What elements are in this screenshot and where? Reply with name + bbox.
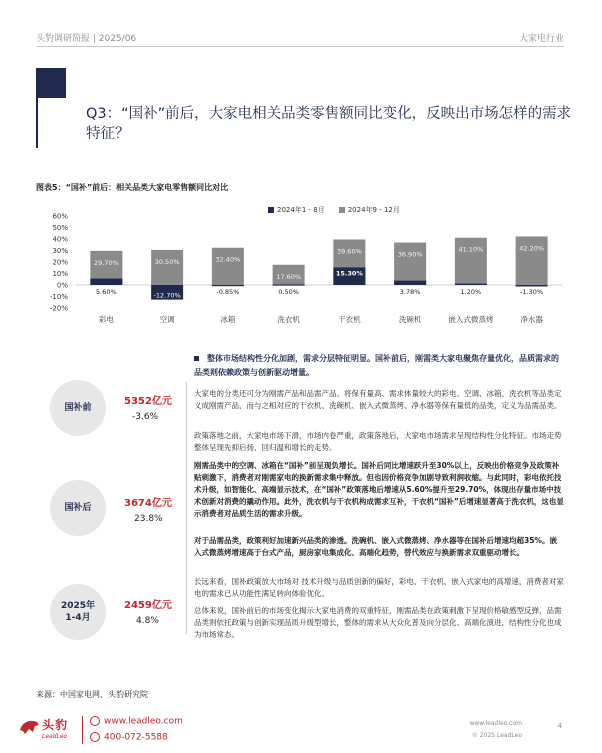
stat-value-3: 2459亿元: [124, 600, 172, 611]
footer-brand-en: LeadLeo: [42, 733, 68, 740]
data-label-series1: 0.50%: [278, 288, 299, 296]
stat-value-1: 5352亿元: [124, 396, 172, 407]
y-tick-label: -20%: [49, 304, 68, 313]
stat-pct-3: 4.8%: [136, 616, 159, 626]
paragraph-5: 长远来看，国补政策放大市场对 技术升级与品质创新的偏好，彩电、干衣机、嵌入式家电的高增速，消费者对家电的需求已从功能性满足转向体验优化。: [194, 577, 564, 598]
data-label-series2: 42.20%: [519, 244, 545, 253]
stat-circle-1: 国补前: [50, 380, 106, 436]
footer-phone: 400-072-5588: [104, 732, 168, 743]
globe-icon: [90, 716, 100, 726]
data-label-series2: 32.40%: [215, 255, 241, 264]
paragraph-2: 政策落地之前，大家电市场下滑，市场内卷严重，政策落地后，大家电市场需求呈现结构性分化特征。市场走势整体呈现先抑后扬、回归温和增长的走势。: [194, 431, 562, 452]
data-label-series1: 1.20%: [460, 288, 482, 296]
summary: [194, 352, 562, 380]
bar-series1: [90, 279, 122, 285]
data-label-series2: 29.70%: [93, 258, 119, 267]
header-left: 头豹调研简报 | 2025/06: [36, 34, 137, 44]
footer-small-web: www.leadleo.com: [469, 720, 522, 727]
data-label-series1: 3.78%: [399, 288, 421, 296]
figure-title: 图表5：“国补”前后：相关品类大家电零售额同比对比: [36, 183, 229, 192]
y-tick-label: 50%: [52, 224, 68, 232]
stat-circle-2: 国补后: [50, 480, 106, 536]
footer-brand: 头豹: [42, 718, 69, 732]
footer-logo: [18, 714, 88, 744]
y-tick-label: 60%: [52, 212, 68, 221]
y-tick-label: 30%: [52, 247, 68, 255]
summary-text: 整体市场结构性分化加剧，需求分层特征明显。国补前后，刚需类大家电聚焦存量优化，品质需求的品类则依赖政策与创新驱动增量。: [194, 354, 559, 377]
phone-icon: [90, 732, 100, 742]
bar-series1: [394, 281, 426, 285]
stat-value-2: 3674亿元: [124, 498, 172, 509]
bar-series1: [516, 285, 548, 286]
x-category-label: 净水器: [520, 315, 543, 324]
stat-pct-1: -3.6%: [132, 412, 159, 422]
leopard-logo-icon: [18, 716, 40, 738]
x-category-label: 嵌入式微蒸烤: [448, 315, 494, 324]
bar-series1: [273, 284, 305, 285]
y-tick-label: -10%: [49, 293, 68, 301]
y-tick-label: 0%: [56, 281, 68, 290]
x-category-label: 干衣机: [338, 315, 361, 324]
bar-chart: [36, 198, 566, 328]
header-right: 大家电行业: [518, 34, 564, 44]
x-category-label: 洗衣机: [277, 315, 300, 324]
side-divider: [186, 382, 187, 634]
bar-series1: [455, 284, 487, 285]
x-category-label: 空调: [159, 315, 175, 324]
bar-series2: [212, 248, 244, 285]
bar-series1: [212, 285, 244, 286]
data-label-series2: 36.90%: [397, 250, 423, 259]
data-label-series2: 39.60%: [336, 247, 362, 256]
y-tick-label: 20%: [52, 258, 68, 267]
footer-copyright: © 2025 LeadLeo: [471, 732, 522, 739]
page-number: 4: [557, 722, 562, 730]
accent-block: [36, 68, 66, 98]
header-divider: [36, 46, 564, 47]
paragraph-1: 大家电的分类还可分为刚需产品和品需产品。将保有量高、需求体量较大的彩电、空调、冰箱、洗衣机等品类定义成刚需产品，而与之相对应的干衣机、洗碗机、嵌入式微蒸烤、净水器等保有量低的品类，定义为品需品类。: [194, 389, 562, 410]
data-label-series2: 41.10%: [458, 245, 484, 254]
data-label-series1: 15.30%: [335, 269, 363, 278]
x-category-label: 冰箱: [220, 315, 236, 324]
bar-series2: [151, 250, 183, 285]
data-label-series1: -12.70%: [153, 291, 181, 300]
footer-website-row: [90, 716, 183, 727]
paragraph-3: 刚需品类中的空调、冰箱在“国补”前呈现负增长。国补后同比增速跃升至30%以上，反映出价格竞争及政策补贴刺激下，消费者对刚需家电的换新需求集中释放。但也因价格竞争加剧导致利润收缩。与此同时，彩电依托技术升级，如智能化、高端显示技术，在“国补”政策落地后增速从5.60%提升至29.70%，体现出存量市场中技术创新对消费的撬动作用。此外，洗衣机与干衣机构成需求互补，干衣机“国补”后增速显著高于洗衣机，这也显示消费者对品质生活的需求升级。: [194, 461, 564, 518]
stat-circle-3-label: 2025年 1-4月: [60, 601, 96, 623]
stat-circle-3: [50, 584, 106, 640]
y-tick-label: 40%: [52, 235, 68, 244]
data-label-series1: 5.60%: [96, 288, 117, 296]
paragraph-6: 总体来说，国补前后的市场变化揭示大家电消费的双重特征，刚需品类在政策刺激下呈现价格敏感型反弹，品需品类则依托政策与创新实现品质升级型增长，整体的需求从大众化普及向分层化、高端化演进，结构性分化也成为市场常态。: [194, 606, 562, 639]
paragraph-4: 对于品需品类，政策利好加速新兴品类的渗透。洗碗机、嵌入式微蒸烤、净水器等在国补后增速均超35%。嵌入式微蒸烤增速高于台式产品，厨房家电集成化、高端化趋势，替代效应与换新需求双重驱动增长。: [194, 536, 557, 557]
summary-bullet-icon: [194, 356, 199, 361]
bar-series2: [394, 243, 426, 285]
source-note: 来源：中国家电网、头豹研究院: [36, 690, 148, 699]
data-label-series2: 30.50%: [154, 257, 180, 266]
data-label-series1: -0.85%: [216, 288, 240, 296]
footer-divider: [82, 716, 83, 744]
data-label-series1: -1.30%: [520, 288, 544, 296]
x-category-label: 彩电: [98, 315, 114, 324]
data-label-series2: 17.60%: [276, 272, 302, 281]
question-title: Q3：“国补”前后，大家电相关品类零售额同比变化，反映出市场怎样的需求特征？: [86, 106, 572, 142]
footer-website[interactable]: www.leadleo.com: [104, 716, 183, 727]
y-tick-label: 10%: [52, 270, 68, 278]
stat-pct-2: 23.8%: [134, 514, 163, 524]
legend-label-1: 2024年1 - 8月: [277, 206, 325, 214]
chart-svg: [36, 198, 566, 328]
x-category-label: 洗碗机: [398, 315, 422, 324]
legend-label-2: 2024年9 - 12月: [347, 206, 400, 214]
footer-phone-row: [90, 732, 168, 743]
title-rule: [36, 96, 38, 148]
